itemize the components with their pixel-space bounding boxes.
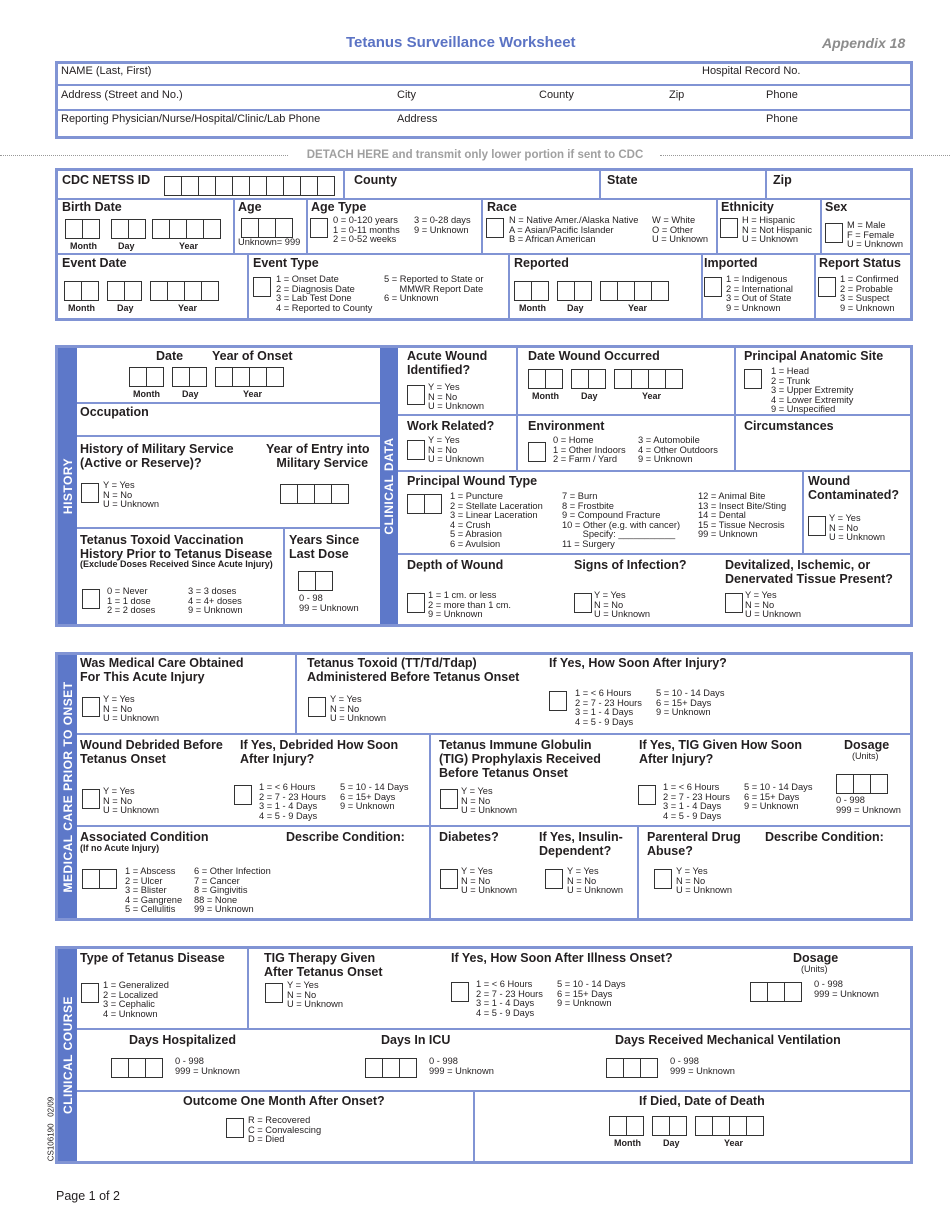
infection-input[interactable]: [574, 593, 592, 613]
reported-month-input[interactable]: [514, 281, 549, 301]
tetanus-type-options: 1 = Generalized 2 = Localized 3 = Cephalic 4 = Unknown: [103, 980, 169, 1019]
wound-type-options-2: 7 = Burn 8 = Frostbite 9 = Compound Fracture 10 = Other (e.g. with cancer) Specify: ___________ 11 = Surgery: [562, 491, 681, 549]
year-entry-input[interactable]: [280, 484, 349, 504]
year-caption: Year: [179, 241, 199, 251]
toxoid-input[interactable]: [308, 697, 326, 717]
reporting-phone-field[interactable]: Phone: [766, 113, 798, 125]
anatomic-site-input[interactable]: [744, 369, 762, 389]
detach-text: DETACH HERE and transmit only lower portion if sent to CDC: [306, 149, 644, 161]
anatomic-site-label: Principal Anatomic Site: [744, 349, 884, 363]
birth-month-input[interactable]: [65, 219, 100, 239]
wound-month-input[interactable]: [528, 369, 563, 389]
onset-year-input[interactable]: [215, 367, 284, 387]
environment-options-2: 3 = Automobile 4 = Other Outdoors 9 = Unknown: [638, 435, 718, 464]
outcome-options: R = Recovered C = Convalescing D = Died: [248, 1115, 322, 1144]
illness-how-soon-options-2: 5 = 10 - 14 Days 6 = 15+ Days 9 = Unknown: [557, 979, 626, 1008]
tig-soon-options-2: 5 = 10 - 14 Days 6 = 15+ Days 9 = Unknown: [744, 782, 813, 811]
clinical-data-side-label: CLINICAL DATA: [380, 348, 398, 624]
detach-line: [0, 149, 950, 161]
debrided-options: Y = Yes N = No U = Unknown: [103, 786, 160, 815]
tig-therapy-options: Y = Yes N = No U = Unknown: [287, 980, 344, 1009]
date-wound-label: Date Wound Occurred: [528, 349, 660, 363]
course-dosage-options: 0 - 998 999 = Unknown: [814, 979, 879, 999]
debrided-soon-options: 1 = < 6 Hours 2 = 7 - 23 Hours 3 = 1 - 4 Days 4 = 5 - 9 Days: [259, 782, 326, 821]
age-label: Age: [238, 200, 262, 214]
death-date-label: If Died, Date of Death: [639, 1094, 765, 1108]
days-hospitalized-input[interactable]: [111, 1058, 163, 1078]
tig-input[interactable]: [440, 789, 458, 809]
clinical-course-side-label: CLINICAL COURSE: [58, 949, 77, 1161]
days-icu-label: Days In ICU: [381, 1033, 451, 1047]
illness-how-soon-options: 1 = < 6 Hours 2 = 7 - 23 Hours 3 = 1 - 4 Days 4 = 5 - 9 Days: [476, 979, 543, 1018]
vaccination-input[interactable]: [82, 589, 100, 609]
month-caption: Month: [68, 303, 95, 313]
death-day-input[interactable]: [652, 1116, 687, 1136]
age-input[interactable]: [241, 218, 293, 238]
days-ventilation-range: 0 - 998 999 = Unknown: [670, 1056, 735, 1076]
event-year-input[interactable]: [150, 281, 219, 301]
reporting-address-field[interactable]: Address: [397, 113, 438, 125]
military-input[interactable]: [81, 483, 99, 503]
wound-day-input[interactable]: [571, 369, 606, 389]
debrided-soon-input[interactable]: [234, 785, 252, 805]
age-type-input[interactable]: [310, 218, 328, 238]
zip-field[interactable]: Zip: [669, 89, 685, 101]
year-caption: Year: [724, 1138, 744, 1148]
circumstances-label: Circumstances: [744, 419, 834, 433]
wound-type-options: 1 = Puncture 2 = Stellate Laceration 3 = Linear Laceration 4 = Crush 5 = Abrasion 6 = Avulsion: [450, 491, 543, 549]
parenteral-options: Y = Yes N = No U = Unknown: [676, 866, 733, 895]
onset-month-input[interactable]: [129, 367, 164, 387]
debrided-input[interactable]: [82, 789, 100, 809]
day-caption: Day: [581, 391, 598, 401]
tig-soon-input[interactable]: [638, 785, 656, 805]
diabetes-label: Diabetes?: [439, 830, 499, 844]
associated-condition-options-2: 6 = Other Infection 7 = Cancer 8 = Gingivitis 88 = None 99 = Unknown: [194, 866, 271, 914]
month-caption: Month: [70, 241, 97, 251]
tig-dosage-options: 0 - 998 999 = Unknown: [836, 795, 901, 815]
year-caption: Year: [628, 303, 648, 313]
birth-year-input[interactable]: [152, 219, 221, 239]
month-caption: Month: [614, 1138, 641, 1148]
imported-label: Imported: [704, 256, 758, 270]
toxoid-label: Tetanus Toxoid (TT/Td/Tdap) Administered Before Tetanus Onset: [307, 656, 520, 684]
race-input[interactable]: [486, 218, 504, 238]
work-related-label: Work Related?: [407, 419, 495, 433]
report-status-input[interactable]: [818, 277, 836, 297]
devitalized-input[interactable]: [725, 593, 743, 613]
age-type-options-2: 3 = 0-28 days 9 = Unknown: [414, 215, 471, 235]
tetanus-type-input[interactable]: [81, 983, 99, 1003]
toxoid-how-soon-options-2: 5 = 10 - 14 Days 6 = 15+ Days 9 = Unknown: [656, 688, 725, 717]
page-number: Page 1 of 2: [56, 1189, 120, 1203]
tig-soon-label: If Yes, TIG Given How Soon After Injury?: [639, 738, 802, 766]
phone-field[interactable]: Phone: [766, 89, 798, 101]
day-caption: Day: [663, 1138, 680, 1148]
appendix-label: Appendix 18: [822, 35, 906, 51]
vaccination-note: (Exclude Doses Received Since Acute Injury): [80, 559, 273, 569]
reporting-field[interactable]: Reporting Physician/Nurse/Hospital/Clinic/Lab Phone: [61, 113, 321, 125]
parenteral-label: Parenteral Drug Abuse?: [647, 830, 741, 858]
imported-input[interactable]: [704, 277, 722, 297]
year-caption: Year: [178, 303, 198, 313]
birth-day-input[interactable]: [111, 219, 146, 239]
sex-input[interactable]: [825, 223, 843, 243]
insulin-options: Y = Yes N = No U = Unknown: [567, 866, 624, 895]
tig-units-label: (Units): [852, 751, 879, 761]
vaccination-options: 0 = Never 1 = 1 dose 2 = 2 doses: [107, 586, 156, 615]
county-field[interactable]: County: [539, 89, 574, 101]
occupation-label: Occupation: [80, 405, 149, 419]
parenteral-input[interactable]: [654, 869, 672, 889]
environment-options: 0 = Home 1 = Other Indoors 2 = Farm / Yard: [553, 435, 626, 464]
devitalized-options: Y = Yes N = No U = Unknown: [745, 590, 802, 619]
tig-options: Y = Yes N = No U = Unknown: [461, 786, 518, 815]
race-options: N = Native Amer./Alaska Native A = Asian/Pacific Islander B = African American: [509, 215, 639, 244]
tig-dosage-label: Dosage: [844, 738, 890, 752]
diabetes-options: Y = Yes N = No U = Unknown: [461, 866, 518, 895]
tig-therapy-label: TIG Therapy Given After Tetanus Onset: [264, 951, 383, 979]
zip-label: Zip: [773, 173, 792, 187]
year-caption: Year: [642, 391, 662, 401]
work-related-options: Y = Yes N = No U = Unknown: [428, 435, 485, 464]
insulin-input[interactable]: [545, 869, 563, 889]
race-options-2: W = White O = Other U = Unknown: [652, 215, 709, 244]
death-year-input[interactable]: [695, 1116, 764, 1136]
year-onset-label: Year of Onset: [212, 349, 293, 363]
event-type-options: 1 = Onset Date 2 = Diagnosis Date 3 = Lab Test Done 4 = Reported to County: [276, 274, 373, 313]
associated-condition-input[interactable]: [82, 869, 117, 889]
race-label: Race: [487, 200, 517, 214]
military-options: Y = Yes N = No U = Unknown: [103, 480, 160, 509]
day-caption: Day: [567, 303, 584, 313]
tig-dosage-input[interactable]: [836, 774, 888, 794]
days-hospitalized-label: Days Hospitalized: [129, 1033, 236, 1047]
contaminated-label: Wound Contaminated?: [808, 474, 899, 502]
toxoid-options: Y = Yes N = No U = Unknown: [330, 694, 387, 723]
military-label: History of Military Service (Active or Reserve)?: [80, 442, 234, 470]
event-type-label: Event Type: [253, 256, 319, 270]
month-caption: Month: [519, 303, 546, 313]
ethnicity-input[interactable]: [720, 218, 738, 238]
infection-label: Signs of Infection?: [574, 558, 687, 572]
vaccination-label: Tetanus Toxoid Vaccination History Prior to Tetanus Disease: [80, 533, 273, 561]
contaminated-input[interactable]: [808, 516, 826, 536]
acute-wound-label: Acute Wound Identified?: [407, 349, 488, 377]
form-code-wrapper: [26, 1094, 76, 1164]
month-caption: Month: [133, 389, 160, 399]
ethnicity-label: Ethnicity: [721, 200, 774, 214]
course-dosage-label: Dosage: [793, 951, 839, 965]
birth-date-label: Birth Date: [62, 200, 122, 214]
environment-label: Environment: [528, 419, 605, 433]
reported-day-input[interactable]: [557, 281, 592, 301]
tig-label: Tetanus Immune Globulin (TIG) Prophylaxis Received Before Tetanus Onset: [439, 738, 601, 780]
vaccination-options-2: 3 = 3 doses 4 = 4+ doses 9 = Unknown: [188, 586, 243, 615]
contaminated-options: Y = Yes N = No U = Unknown: [829, 513, 886, 542]
toxoid-how-soon-label: If Yes, How Soon After Injury?: [549, 656, 727, 670]
event-type-options-2: 5 = Reported to State or MMWR Report Date 6 = Unknown: [384, 274, 484, 303]
event-date-label: Event Date: [62, 256, 127, 270]
acute-wound-options: Y = Yes N = No U = Unknown: [428, 382, 485, 411]
describe-condition-label: Describe Condition:: [286, 830, 405, 844]
report-status-label: Report Status: [819, 256, 901, 270]
insulin-label: If Yes, Insulin- Dependent?: [539, 830, 623, 858]
diabetes-input[interactable]: [440, 869, 458, 889]
wound-type-input[interactable]: [407, 494, 442, 514]
medical-care-input[interactable]: [82, 697, 100, 717]
tig-therapy-input[interactable]: [265, 983, 283, 1003]
debrided-label: Wound Debrided Before Tetanus Onset: [80, 738, 223, 766]
days-ventilation-input[interactable]: [606, 1058, 658, 1078]
history-side-label: HISTORY: [58, 348, 77, 624]
associated-condition-note: (If no Acute Injury): [80, 843, 160, 853]
associated-condition-options: 1 = Abscess 2 = Ulcer 3 = Blister 4 = Gangrene 5 = Cellulitis: [125, 866, 183, 914]
day-caption: Day: [117, 303, 134, 313]
event-type-input[interactable]: [253, 277, 271, 297]
days-hospitalized-range: 0 - 998 999 = Unknown: [175, 1056, 240, 1076]
toxoid-how-soon-input[interactable]: [549, 691, 567, 711]
onset-day-input[interactable]: [172, 367, 207, 387]
illness-how-soon-label: If Yes, How Soon After Illness Onset?: [451, 951, 673, 965]
course-dosage-input[interactable]: [750, 982, 802, 1002]
day-caption: Day: [182, 389, 199, 399]
environment-input[interactable]: [528, 442, 546, 462]
days-icu-range: 0 - 998 999 = Unknown: [429, 1056, 494, 1076]
depth-options: 1 = 1 cm. or less 2 = more than 1 cm. 9 = Unknown: [428, 590, 511, 619]
years-since-label: Years Since Last Dose: [289, 533, 360, 561]
outcome-input[interactable]: [226, 1118, 244, 1138]
year-caption: Year: [243, 389, 263, 399]
course-units-label: (Units): [801, 964, 828, 974]
anatomic-site-options: 1 = Head 2 = Trunk 3 = Upper Extremity 4 = Lower Extremity 9 = Unspecified: [771, 366, 854, 414]
toxoid-how-soon-options: 1 = < 6 Hours 2 = 7 - 23 Hours 3 = 1 - 4 Days 4 = 5 - 9 Days: [575, 688, 642, 727]
city-field[interactable]: City: [397, 89, 416, 101]
illness-how-soon-input[interactable]: [451, 982, 469, 1002]
ethnicity-options: H = Hispanic N = Not Hispanic U = Unknown: [742, 215, 813, 244]
depth-input[interactable]: [407, 593, 425, 613]
outcome-label: Outcome One Month After Onset?: [183, 1094, 385, 1108]
wound-year-input[interactable]: [614, 369, 683, 389]
report-status-options: 1 = Confirmed 2 = Probable 3 = Suspect 9 = Unknown: [840, 274, 899, 313]
page-title: Tetanus Surveillance Worksheet: [346, 34, 576, 51]
tetanus-type-label: Type of Tetanus Disease: [80, 951, 225, 965]
years-since-options: 0 - 98 99 = Unknown: [299, 593, 359, 613]
name-field[interactable]: NAME (Last, First): [61, 65, 152, 77]
age-type-options: 0 = 0-120 years 1 = 0-11 months 2 = 0-52 weeks: [333, 215, 400, 244]
medical-care-label: Was Medical Care Obtained For This Acute Injury: [80, 656, 244, 684]
tig-soon-options: 1 = < 6 Hours 2 = 7 - 23 Hours 3 = 1 - 4 Days 4 = 5 - 9 Days: [663, 782, 730, 821]
describe-condition-2-label: Describe Condition:: [765, 830, 884, 844]
imported-options: 1 = Indigenous 2 = International 3 = Out of State 9 = Unknown: [726, 274, 793, 313]
sex-label: Sex: [825, 200, 848, 214]
devitalized-label: Devitalized, Ischemic, or Denervated Tissue Present?: [725, 558, 893, 586]
netss-id-input[interactable]: [164, 176, 335, 196]
debrided-soon-label: If Yes, Debrided How Soon After Injury?: [240, 738, 399, 766]
age-type-label: Age Type: [311, 200, 367, 214]
days-ventilation-label: Days Received Mechanical Ventilation: [615, 1033, 841, 1047]
days-icu-input[interactable]: [365, 1058, 417, 1078]
address-field[interactable]: Address (Street and No.): [61, 89, 183, 101]
date-label: Date: [156, 349, 184, 363]
reported-year-input[interactable]: [600, 281, 669, 301]
infection-options: Y = Yes N = No U = Unknown: [594, 590, 651, 619]
years-since-input[interactable]: [298, 571, 333, 591]
day-caption: Day: [118, 241, 135, 251]
sex-options: M = Male F = Female U = Unknown: [847, 220, 904, 249]
event-month-input[interactable]: [64, 281, 99, 301]
hospital-record-field[interactable]: Hospital Record No.: [702, 65, 801, 77]
event-day-input[interactable]: [107, 281, 142, 301]
work-related-input[interactable]: [407, 440, 425, 460]
wound-type-label: Principal Wound Type: [407, 474, 538, 488]
associated-condition-label: Associated Condition: [80, 830, 209, 844]
wound-type-options-3: 12 = Animal Bite 13 = Insect Bite/Sting 14 = Dental 15 = Tissue Necrosis 99 = Unknown: [698, 491, 787, 539]
month-caption: Month: [532, 391, 559, 401]
netss-id-label: CDC NETSS ID: [62, 173, 151, 187]
form-code: CS106190 02/09: [46, 1096, 56, 1162]
debrided-soon-options-2: 5 = 10 - 14 Days 6 = 15+ Days 9 = Unknown: [340, 782, 409, 811]
medical-care-side-label: MEDICAL CARE PRIOR TO ONSET: [58, 655, 77, 918]
state-label: State: [607, 173, 638, 187]
acute-wound-input[interactable]: [407, 385, 425, 405]
death-month-input[interactable]: [609, 1116, 644, 1136]
county-label: County: [354, 173, 398, 187]
age-unknown: Unknown= 999: [238, 237, 301, 247]
depth-label: Depth of Wound: [407, 558, 504, 572]
year-entry-label: Year of Entry into Military Service: [266, 442, 370, 470]
reported-label: Reported: [514, 256, 569, 270]
medical-care-options: Y = Yes N = No U = Unknown: [103, 694, 160, 723]
